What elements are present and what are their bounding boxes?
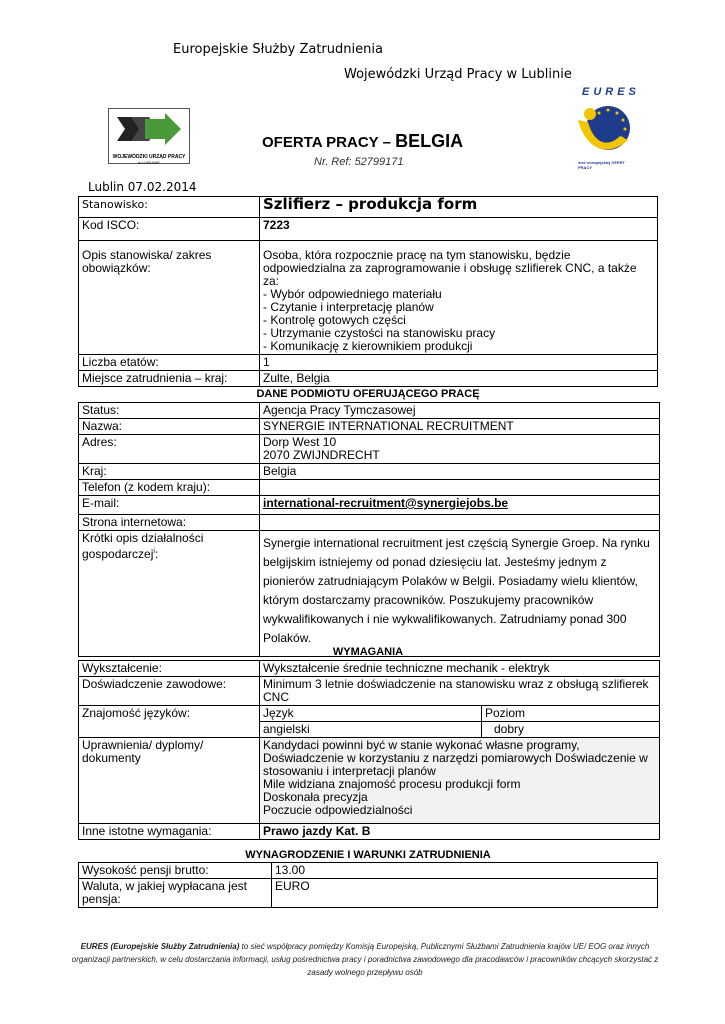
reference-value: 52799171 [354, 156, 404, 168]
footnote-marker: i [153, 548, 155, 555]
footer-text: to sieć współpracy pomiędzy Komisją Europejską, Publicznymi Służbami Zatrudnienia krajów UE/ EOG oraz innych organizacji partnerskich, w celu dostarczania informacji, usług pośrednictwa pracy i poradnictwa zawodowego dla pracodawców i pracowników chcących skorzystać z zasady wolnego przepływu osób [71, 942, 659, 977]
uprawnienia-label: Uprawnienia/ dyplomy/ dokumenty [79, 738, 260, 824]
doswiadczenie-value: Minimum 3 letnie doświadczenie na stanowisku wraz z obsługą szlifierek CNC [260, 677, 660, 706]
adres-label: Adres: [79, 435, 260, 464]
opis-line: - Komunikację z kierownikiem produkcji [263, 339, 473, 353]
stanowisko-value: Szlifierz – produkcja form [260, 197, 658, 218]
uprawnienia-value [260, 738, 660, 824]
isco-label: Kod ISCO: [79, 218, 260, 241]
wyksztalcenie-value: Wykształcenie średnie techniczne mechanik - elektryk [260, 661, 660, 677]
dzialalnosc-value: Synergie international recruitment jest częścią Synergie Groep. Na rynku belgijskim istniejemy od ponad dziesięciu lat. Jesteśmy jednym z pionierów zatrudniającym Polaków w Belgii. Posiadamy wielu klientów, którym dostarczamy pracowników. Poszukujemy pracowników wykwalifikowanych i nie wykwalifikowanych. Zatrudniamy ponad 300 Polaków. [260, 531, 660, 657]
adres-line-2: 2070 ZWIJNDRECHT [263, 448, 380, 462]
uprawnienia-line: Doskonała precyzja [263, 790, 368, 804]
opis-line: za: [263, 274, 280, 288]
doswiadczenie-label: Doświadczenie zawodowe: [79, 677, 260, 706]
opis-line: - Utrzymanie czystości na stanowisku pracy [263, 326, 496, 340]
jezyk-value: angielski [260, 722, 482, 738]
waluta-value: EURO [272, 879, 658, 908]
nazwa-value: SYNERGIE INTERNATIONAL RECRUITMENT [260, 419, 660, 435]
www-value [260, 515, 660, 531]
footer-note [70, 940, 660, 979]
kraj-label: Kraj: [79, 464, 260, 480]
employer-table [78, 402, 660, 657]
position-table [78, 196, 658, 387]
telefon-label: Telefon (z kodem kraju): [79, 480, 260, 496]
status-value: Agencja Pracy Tymczasowej [260, 403, 660, 419]
poziom-value: dobry [482, 722, 660, 738]
offer-title-country: BELGIA [395, 131, 464, 151]
miejsce-label: Miejsce zatrudnienia – kraj: [79, 371, 260, 387]
adres-value [260, 435, 660, 464]
eures-emblem-icon [568, 100, 640, 160]
opis-stanowiska-label: Opis stanowiska/ zakres obowiązków: [79, 241, 260, 355]
jezyki-label: Znajomość języków: [79, 706, 260, 738]
wysokosc-value: 13.00 [272, 863, 658, 879]
reference-label: Nr. Ref: [314, 156, 352, 168]
requirements-table [78, 660, 660, 840]
footer-bold: EURES (Europejskie Służby Zatrudnienia) [80, 942, 240, 951]
telefon-value [260, 480, 660, 496]
email-link[interactable]: international-recruitment@synergiejobs.be [260, 496, 660, 515]
uprawnienia-line: Mile widziana znajomość procesu produkcji form [263, 777, 521, 791]
wysokosc-label: Wysokość pensji brutto: [79, 863, 272, 879]
isco-value: 7223 [260, 218, 658, 241]
eures-logo-text: EURES [582, 86, 640, 98]
uprawnienia-line: Doświadczenie w korzystaniu z narzędzi pomiarowych Doświadczenie w [263, 751, 648, 765]
status-label: Status: [79, 403, 260, 419]
kraj-value: Belgia [260, 464, 660, 480]
opis-line: odpowiedzialna za zaprogramowanie i obsługę szlifierek CNC, a także [263, 261, 637, 275]
email-label: E-mail: [79, 496, 260, 515]
poziom-header: Poziom [482, 706, 660, 722]
nazwa-label: Nazwa: [79, 419, 260, 435]
opis-line: - Wybór odpowiedniego materiału [263, 287, 442, 301]
miejsce-value: Zulte, Belgia [260, 371, 658, 387]
etaty-label: Liczba etatów: [79, 355, 260, 371]
header-line-1: Europejskie Służby Zatrudnienia [173, 42, 383, 57]
reference-number [314, 156, 404, 168]
salary-table [78, 862, 658, 908]
document-date: Lublin 07.02.2014 [88, 180, 197, 194]
header-line-2: Wojewódzki Urząd Pracy w Lublinie [344, 67, 572, 82]
uprawnienia-line: Kandydaci powinni być w stanie wykonać własne programy, [263, 738, 580, 752]
employer-section-title: DANE PODMIOTU OFERUJĄCEGO PRACĘ [256, 388, 480, 400]
dzialalnosc-label-text: Krótki opis działalności gospodarczej [82, 531, 204, 561]
wup-logo-text-2: w LUBLINIE [138, 160, 160, 165]
uprawnienia-line: stosowaniu i interpretacji planów [263, 764, 436, 778]
opis-stanowiska-value [260, 241, 658, 355]
eures-logo-subtext: sieć europejskiej OFERT PRACY [578, 160, 625, 170]
etaty-value: 1 [260, 355, 658, 371]
stanowisko-label: Stanowisko: [79, 197, 260, 218]
offer-title [262, 131, 463, 152]
salary-section-title: WYNAGRODZENIE I WARUNKI ZATRUDNIENIA [245, 849, 491, 861]
eures-logo [568, 86, 640, 176]
wyksztalcenie-label: Wykształcenie: [79, 661, 260, 677]
dzialalnosc-label [79, 531, 260, 657]
adres-line-1: Dorp West 10 [263, 435, 337, 449]
inne-value: Prawo jazdy Kat. B [260, 824, 660, 840]
requirements-section-title: WYMAGANIA [332, 646, 404, 658]
dzialalnosc-label-colon: : [154, 547, 159, 561]
offer-title-prefix: OFERTA PRACY – [262, 134, 391, 151]
opis-line: - Czytanie i interpretację planów [263, 300, 434, 314]
waluta-label: Waluta, w jakiej wypłacana jest pensja: [79, 879, 272, 908]
uprawnienia-line: Poczucie odpowiedzialności [263, 803, 413, 817]
arrows-icon [109, 109, 189, 149]
www-label: Strona internetowa: [79, 515, 260, 531]
inne-label: Inne istotne wymagania: [79, 824, 260, 840]
wup-logo [108, 108, 190, 164]
jezyk-header: Język [260, 706, 482, 722]
opis-line: Osoba, która rozpocznie pracę na tym stanowisku, będzie [263, 248, 571, 262]
opis-line: - Kontrolę gotowych części [263, 313, 406, 327]
wup-logo-text-1: WOJEWÓDZKI URZĄD PRACY [112, 154, 186, 160]
